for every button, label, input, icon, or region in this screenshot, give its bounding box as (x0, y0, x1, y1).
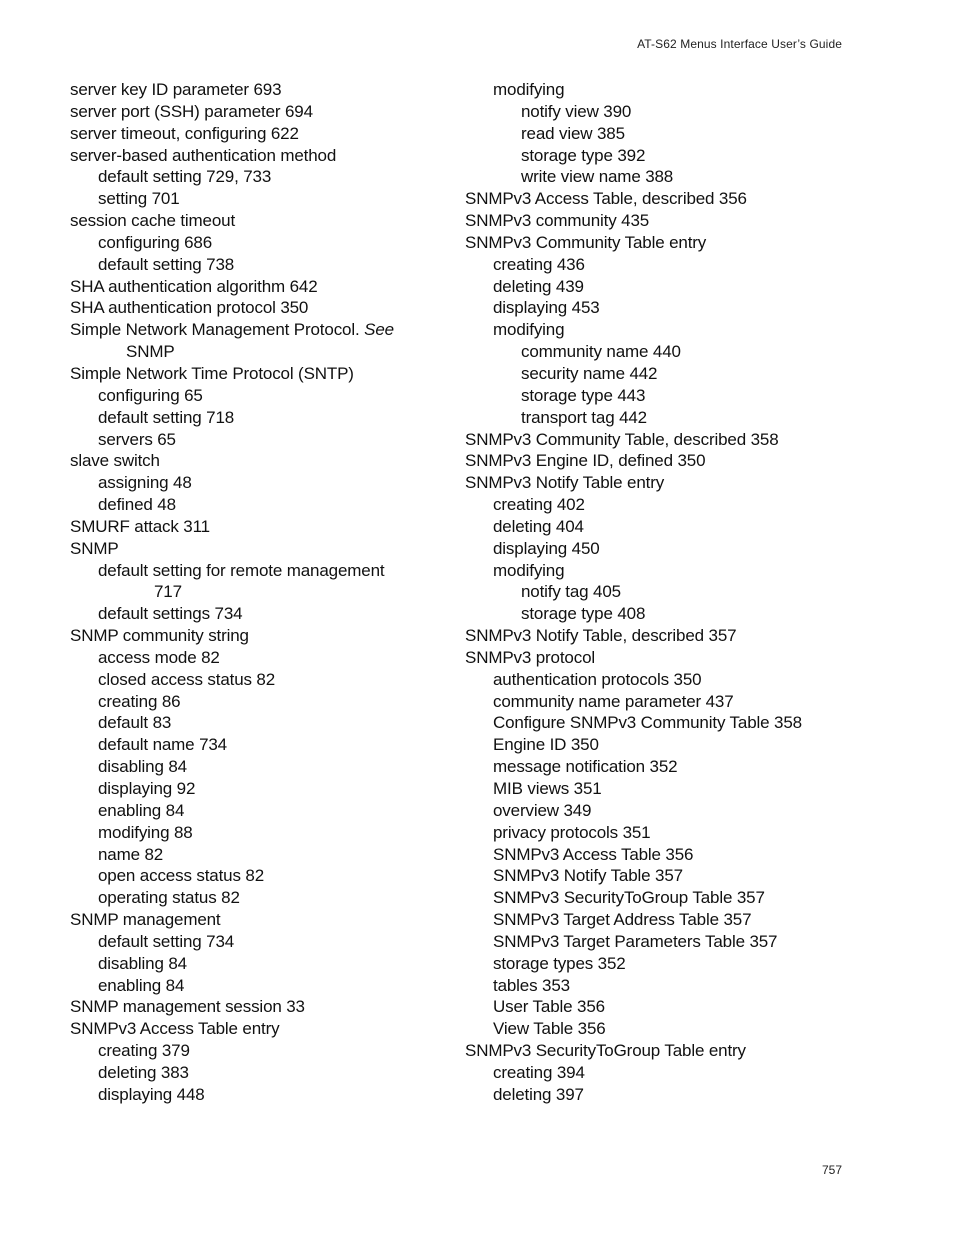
index-subentry (465, 1084, 885, 1106)
index-subentry (70, 254, 450, 276)
index-entry-text: default setting 734 (98, 931, 235, 951)
index-entry-text: SNMPv3 Access Table 356 (493, 844, 694, 864)
index-entry-text: displaying 92 (98, 779, 196, 798)
index-entry-text: modifying (493, 80, 565, 99)
index-entry-text: enabling 84 (98, 975, 185, 995)
index-entry (70, 145, 450, 167)
index-entry-text: User Table 356 (493, 997, 605, 1017)
index-entry-text: configuring 686 (98, 232, 213, 252)
index-subentry (465, 844, 885, 866)
index-subentry (70, 429, 450, 451)
index-entry-text: SNMPv3 Access Table entry (70, 1019, 280, 1039)
index-entry (70, 123, 450, 145)
index-subentry (465, 756, 885, 778)
index-entry-text: storage type 392 (521, 145, 646, 165)
index-entry-text: storage type 408 (521, 604, 646, 624)
index-subentry (465, 363, 885, 385)
index-subentry (465, 909, 885, 931)
index-entry-text: disabling 84 (98, 757, 187, 777)
index-subentry (465, 931, 885, 953)
index-entry-text: authentication protocols 350 (493, 669, 702, 689)
index-subentry (465, 538, 885, 560)
index-subentry (70, 691, 450, 713)
index-entry-text: SNMPv3 Notify Table entry (465, 473, 665, 493)
index-subentry (70, 822, 450, 844)
index-entry-text: notify view 390 (521, 101, 632, 121)
index-subentry (465, 560, 885, 582)
index-entry-text: modifying (493, 320, 565, 340)
index-entry-text: transport tag 442 (521, 407, 647, 427)
index-entry-text: tables 353 (493, 975, 570, 995)
index-subentry (70, 472, 450, 494)
index-entry-text: displaying 448 (98, 1084, 205, 1104)
index-subentry (465, 319, 885, 341)
index-entry-text: modifying (493, 560, 565, 580)
index-entry-text: SHA authentication algorithm 642 (70, 276, 318, 296)
index-subentry (465, 996, 885, 1018)
index-entry-text: community name parameter 437 (493, 691, 734, 711)
index-subentry (70, 865, 450, 887)
index-entry-text: default setting for remote management (98, 560, 385, 580)
index-subentry (70, 188, 450, 210)
index-entry (465, 429, 885, 451)
index-entry-text: slave switch (70, 451, 160, 471)
index-entry-text: privacy protocols 351 (493, 822, 651, 842)
index-entry-text: MIB views 351 (493, 779, 602, 798)
index-entry-text: SNMPv3 community 435 (465, 211, 650, 231)
index-subentry (465, 276, 885, 298)
index-entry-text: access mode 82 (98, 647, 220, 667)
index-entry-text: modifying 88 (98, 822, 193, 842)
index-entry-text: View Table 356 (493, 1019, 606, 1039)
index-entry-text: open access status 82 (98, 866, 265, 886)
index-entry-text: operating status 82 (98, 888, 240, 908)
index-subentry (70, 232, 450, 254)
index-entry-text: SNMPv3 SecurityToGroup Table 357 (493, 888, 765, 908)
index-entry-text: deleting 397 (493, 1084, 584, 1104)
index-entry-text: SNMPv3 Notify Table 357 (493, 866, 683, 886)
index-entry-text: disabling 84 (98, 953, 187, 973)
index-entry-text: default setting 718 (98, 407, 235, 427)
index-subentry (465, 712, 885, 734)
index-subentry (465, 1018, 885, 1040)
index-entry (465, 232, 885, 254)
index-subentry (465, 341, 885, 363)
index-entry (465, 188, 885, 210)
index-subentry (465, 800, 885, 822)
index-column-right (465, 79, 885, 1106)
index-entry-text: default setting 738 (98, 254, 235, 274)
index-subentry (70, 712, 450, 734)
index-subentry (465, 887, 885, 909)
index-entry-text: notify tag 405 (521, 582, 621, 602)
index-entry-text: overview 349 (493, 800, 592, 820)
index-entry-text: SNMPv3 Notify Table, described 357 (465, 626, 737, 646)
index-subentry (465, 953, 885, 975)
index-entry-text: SNMP management session 33 (70, 997, 305, 1017)
index-entry-text: deleting 439 (493, 276, 584, 296)
index-entry-text: storage types 352 (493, 953, 626, 973)
index-entry-text: creating 86 (98, 691, 181, 711)
index-subentry (70, 975, 450, 997)
index-subentry (70, 494, 450, 516)
index-subentry (465, 385, 885, 407)
index-entry-text: security name 442 (521, 363, 658, 383)
index-subentry (70, 669, 450, 691)
index-entry-text: SMURF attack 311 (70, 516, 210, 536)
index-entry-text: Simple Network Management Protocol. (70, 320, 365, 340)
index-entry-text: storage type 443 (521, 385, 646, 405)
index-entry-text: server timeout, configuring 622 (70, 123, 299, 143)
index-entry-text: 717 (154, 582, 182, 602)
index-subentry (465, 79, 885, 101)
index-entry-text: SNMP (126, 342, 175, 362)
index-entry-text: creating 394 (493, 1062, 585, 1082)
index-subentry (465, 691, 885, 713)
index-subentry (70, 1040, 450, 1062)
index-entry-text: default settings 734 (98, 604, 243, 624)
index-entry-text: server key ID parameter 693 (70, 80, 282, 99)
index-subentry (70, 407, 450, 429)
index-subentry (70, 385, 450, 407)
index-entry-text: session cache timeout (70, 211, 236, 231)
index-entry (70, 625, 450, 647)
index-subentry (70, 844, 450, 866)
index-entry-text: creating 379 (98, 1041, 190, 1061)
index-entry-text: server-based authentication method (70, 145, 337, 165)
index-entry-text: SNMPv3 Community Table entry (465, 232, 707, 252)
index-entry-text: SNMPv3 Target Address Table 357 (493, 910, 752, 930)
index-entry (70, 319, 450, 341)
index-entry (465, 210, 885, 232)
index-entry-text: displaying 453 (493, 298, 600, 318)
index-entry-text: SNMPv3 Community Table, described 358 (465, 429, 779, 449)
index-entry (465, 625, 885, 647)
index-entry-text: message notification 352 (493, 757, 678, 777)
index-entry-text: displaying 450 (493, 538, 600, 558)
index-subentry (70, 603, 450, 625)
index-subentry (70, 778, 450, 800)
index-entry-text: setting 701 (98, 189, 180, 209)
index-entry (70, 276, 450, 298)
index-entry-text: Simple Network Time Protocol (SNTP) (70, 363, 354, 383)
index-entry-text: SNMP (70, 538, 119, 558)
index-entry-text: default setting 729, 733 (98, 167, 272, 187)
index-entry (70, 79, 450, 101)
index-entry (465, 1040, 885, 1062)
index-entry-text: creating 402 (493, 495, 585, 515)
index-entry-text: assigning 48 (98, 473, 192, 493)
index-column-left (70, 79, 450, 1106)
index-entry-text: creating 436 (493, 254, 585, 274)
see-reference: See (364, 320, 394, 340)
index-subentry (465, 494, 885, 516)
index-subentry (70, 756, 450, 778)
index-entry-text: Engine ID 350 (493, 735, 599, 755)
index-subentry (465, 297, 885, 319)
index-entry (70, 909, 450, 931)
index-subentry (465, 101, 885, 123)
index-subentry (465, 581, 885, 603)
index-subentry (465, 516, 885, 538)
index-subentry (465, 123, 885, 145)
index-subentry (465, 778, 885, 800)
index-subentry (70, 581, 450, 603)
index-subentry (465, 254, 885, 276)
index-entry-text: SHA authentication protocol 350 (70, 298, 309, 318)
index-subentry (465, 1062, 885, 1084)
index-entry-text: SNMPv3 Target Parameters Table 357 (493, 931, 778, 951)
index-entry-text: deleting 383 (98, 1062, 189, 1082)
index-subentry (465, 407, 885, 429)
index-subentry (465, 145, 885, 167)
index-entry-text: read view 385 (521, 123, 625, 143)
index-subentry (465, 975, 885, 997)
index-entry (70, 363, 450, 385)
index-subentry (70, 1084, 450, 1106)
index-entry-text: server port (SSH) parameter 694 (70, 101, 313, 121)
index-subentry (70, 341, 450, 363)
index-entry-text: SNMPv3 Engine ID, defined 350 (465, 451, 706, 471)
index-entry (70, 450, 450, 472)
index-entry (465, 450, 885, 472)
index-subentry (70, 734, 450, 756)
index-subentry (70, 887, 450, 909)
index-entry (70, 538, 450, 560)
index-subentry (465, 734, 885, 756)
index-entry-text: name 82 (98, 844, 164, 864)
index-subentry (70, 1062, 450, 1084)
index-entry (70, 101, 450, 123)
index-entry-text: closed access status 82 (98, 669, 276, 689)
index-subentry (70, 800, 450, 822)
index-entry (70, 1018, 450, 1040)
index-entry (70, 210, 450, 232)
index-subentry (465, 603, 885, 625)
index-entry-text: defined 48 (98, 495, 176, 515)
index-entry (465, 647, 885, 669)
index-entry (465, 472, 885, 494)
index-subentry (465, 822, 885, 844)
index-entry-text: configuring 65 (98, 385, 203, 405)
index-entry-text: write view name 388 (521, 167, 674, 187)
index-entry-text: SNMP community string (70, 626, 249, 646)
index-entry-text: SNMPv3 Access Table, described 356 (465, 189, 747, 209)
page-number: 757 (821, 1163, 842, 1177)
index-entry-text: servers 65 (98, 429, 176, 449)
index-subentry (70, 931, 450, 953)
index-subentry (465, 669, 885, 691)
index-entry-text: SNMPv3 protocol (465, 647, 596, 667)
index-entry-text: default 83 (98, 713, 172, 733)
index-entry-text: enabling 84 (98, 800, 185, 820)
index-entry (70, 516, 450, 538)
index-entry (70, 996, 450, 1018)
index-entry-text: default name 734 (98, 735, 227, 755)
index-entry-text: deleting 404 (493, 516, 584, 536)
index-entry-text: SNMP management (70, 910, 221, 930)
index-subentry (70, 560, 450, 582)
index-entry-text: Configure SNMPv3 Community Table 358 (493, 713, 802, 733)
index-entry (70, 297, 450, 319)
index-subentry (70, 953, 450, 975)
index-subentry (465, 865, 885, 887)
index-subentry (70, 647, 450, 669)
index-subentry (465, 166, 885, 188)
index-entry-text: SNMPv3 SecurityToGroup Table entry (465, 1041, 746, 1061)
running-header: AT-S62 Menus Interface User’s Guide (637, 37, 842, 51)
index-entry-text: community name 440 (521, 342, 681, 362)
index-subentry (70, 166, 450, 188)
